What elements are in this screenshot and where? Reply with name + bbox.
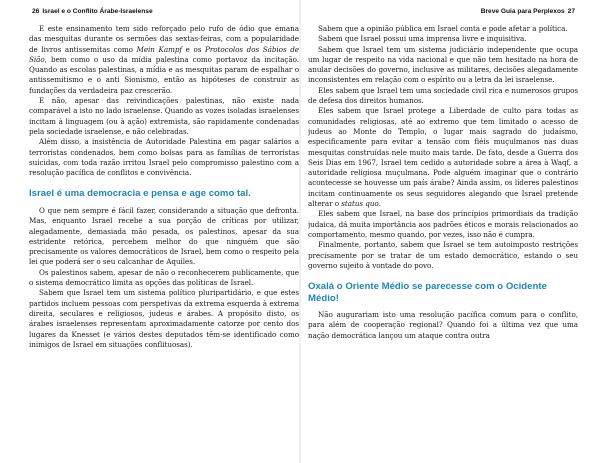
left-running-title: Israel e o Conflito Árabe-Israelense xyxy=(42,8,153,15)
right-paragraph-1: Sabem que a opinião pública em Israel conta e pode afetar a política. xyxy=(318,24,568,33)
left-paragraph-6: Sabem que Israel tem um sistema político pluripartidário, e que estes partidos incluem pessoas com perspetivas da extrema esquerda à extrema direita, seculares e religiosos, judeus e árabes. A propósito disto, os árabes israelenses representam aproximadamente catorze por cento dos lugares da Knesset (e vários destes deputados têm-se identificado como inimigos de Israel em situações conflituosas). xyxy=(29,288,299,349)
right-paragraph-7: Finalmente, portanto, sabem que Israel se tem autoimposto restrições precisamente por se tratar de um estado democrático, estando o seu governo sujeito à vontade do povo. xyxy=(308,240,578,270)
left-paragraph-4: O que nem sempre é fácil fazer, considerando a situação que defronta. Mas, enquanto Israel recebe a sua porção de críticas por utilizar, alegadamente, demasiada mão pesada, os palestinos, apesar da sua estridente retórica, percebem melhor do que ninguém que são precisamente os valores democráticos de Israel, bem como o respeito pela lei que poderá ser o seu calcanhar de Aquiles. xyxy=(29,205,299,267)
right-paragraph-5: Eles sabem que Israel protege a Liberdade de culto para todas as comunidades religiosas, até ao extremo que tem limitado o acesso de judeus ao Monte do Templo, o lugar mais sagrado do judaísmo, especificamente para evitar a tensão com fiéis muçulmanos nas duas mesquitas construídas nele muito mais tarde. De fato, desde a Guerra dos Seis Dias em 1967, Israel tem cedido a autoridade sobre a área à Waqf, a autoridade religiosa muçulmana. Pode alguém imaginar que o contrário acontecesse se houvesse um país árabe? Ainda assim, os líderes palestinos incitam continuamente os seus seguidores alegando que Israel pretende alterar o status quo. xyxy=(308,106,578,209)
right-page-number: 27 xyxy=(567,8,575,15)
left-paragraph-2: E não, apesar das reivindicações palestinas, não existe nada comparável a isto no lado israelense. Quando as vozes isoladas israelenses incitam à linguagem (ou à ação) extremista, são rapidamente condenadas pela sociedade israelense, e não celebradas. xyxy=(29,96,299,136)
left-paragraph-3: Além disso, a insistência de Autoridade Palestina em pagar salários a terroristas condenados, bem como bolsas para as famílias de terroristas suicidas, com toda razão irritou Israel pelo compromisso palestino com a resolução pacífica de conflitos e convivência. xyxy=(29,137,299,178)
right-running-header xyxy=(308,6,578,18)
left-page xyxy=(29,6,299,461)
right-paragraph-8: Não augurariam isto uma resolução pacífica comum para o conflito, para além de cooperação regional? Quando foi a última vez que uma nação democrática lançou um ataque contra outra xyxy=(308,310,578,340)
book-gutter xyxy=(299,0,301,463)
right-paragraph-2: Sabem que Israel possui uma imprensa livre e inquisitiva. xyxy=(318,34,527,44)
right-page xyxy=(308,6,578,461)
left-paragraph-1: E este ensinamento tem sido reforçado pelo rufo de ódio que emana das mesquitas durante os sermões das sextas-feiras, com a popularidade de livros antissemitas como Mein Kampf e os Protocolos dos Sábios de Sião, bem como o uso da mídia palestina como portavoz da incitação. Quando as escolas palestinas, a mídia e as mesquitas param de espalhar o antissemitismo e o anti Sionismo, então as hipóteses de construir as fundações da verdadeira paz crescerão. xyxy=(29,24,299,95)
left-paragraph-5: Os palestinos sabem, apesar de não o reconhecerem publicamente, que o sistema democrático limita as opções das políticas de Israel. xyxy=(29,267,299,288)
left-running-header xyxy=(29,6,299,18)
left-section-heading: Israel é uma democracia e pensa e age como tal. xyxy=(29,188,251,200)
right-section-heading: Oxalá o Oriente Médio se parecesse com o Ocidente Médio! xyxy=(308,281,547,304)
left-page-number: 26 xyxy=(32,8,40,15)
right-paragraph-6: Eles sabem que Israel, na base dos princípios primordiais da tradição judaica, dá muita importância aos padrões éticos e morais relacionados ao comportamento, mesmo quando, por vezes, isso não é cumpra. xyxy=(308,209,578,239)
right-paragraph-3: Sabem que Israel tem um sistema judiciário independente que ocupa um lugar de respeito na vida nacional e que não tem hesitado na hora de anular decisões do governo, inclusive as militares, decisões alegadamente inconsistentes em relação com o espírito ou a letra da lei israelense. xyxy=(308,44,578,85)
right-paragraph-4: Eles sabem que Israel tem uma sociedade civil rica e numerosos grupos de defesa dos direitos humanos. xyxy=(308,85,578,106)
right-running-title: Breve Guia para Perplexos xyxy=(480,8,565,15)
